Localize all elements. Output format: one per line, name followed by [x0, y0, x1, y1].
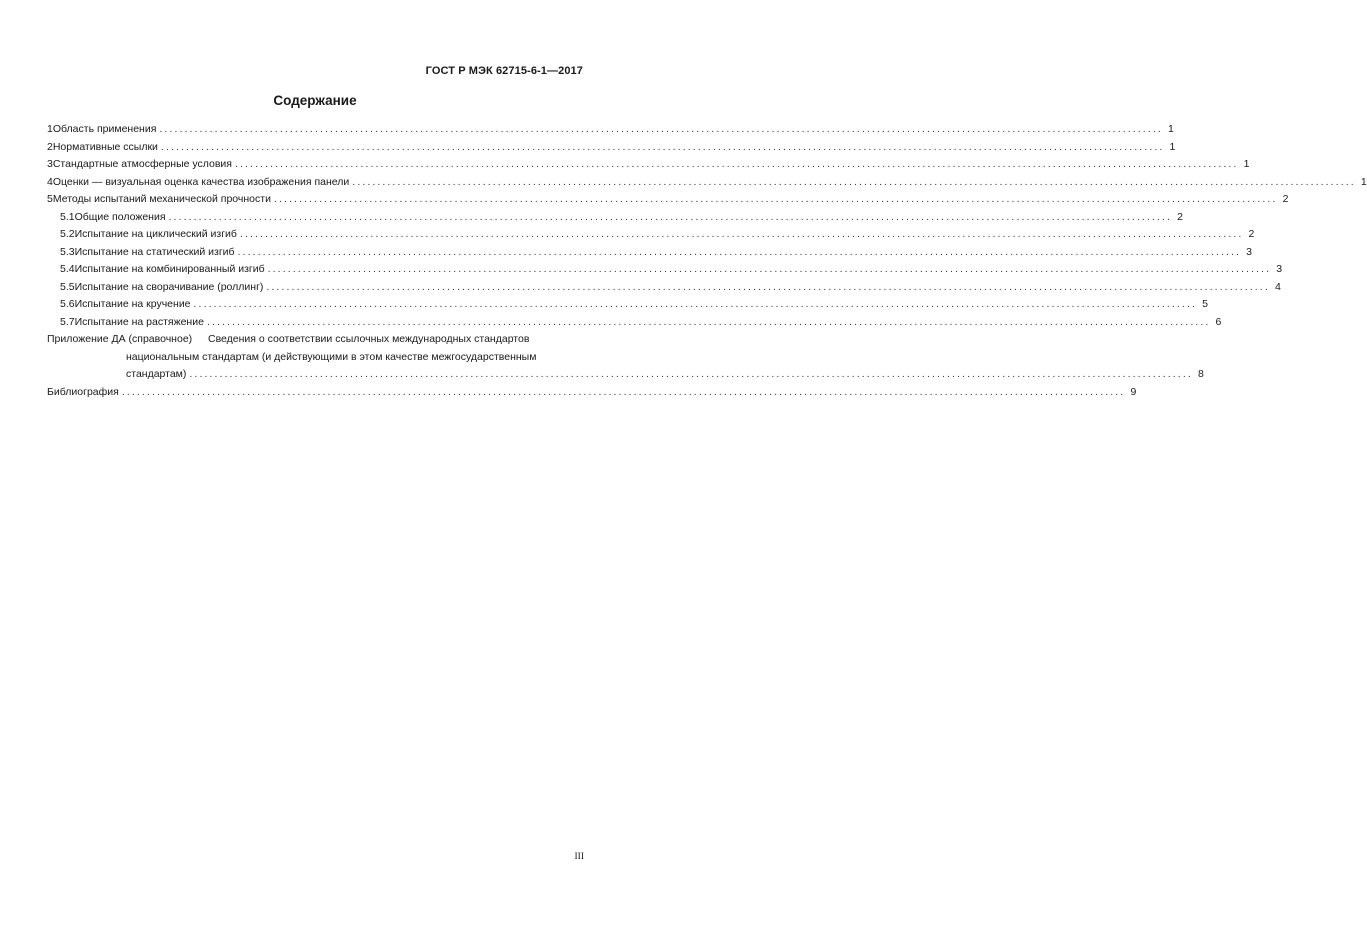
toc-entry-page: 1 [1360, 175, 1367, 188]
toc-entry-5-7 [47, 314, 1222, 332]
toc-entry-page: 5 [1202, 298, 1208, 310]
toc-entry-page: 1 [1168, 123, 1174, 135]
toc-leader-dots: ........................................................................................................................................................................................................ [206, 315, 1211, 328]
toc-entry-bibliography [47, 384, 1137, 402]
toc-entry-number: 5 [47, 193, 53, 205]
toc-entry-label: Методы испытаний механической прочности [52, 193, 271, 205]
document-code: ГОСТ Р МЭК 62715-6-1—2017 [425, 65, 583, 77]
toc-entry-label: Библиография [47, 385, 119, 398]
toc-entry-number: 1 [47, 123, 53, 135]
toc-leader-dots: ........................................................................................................................................................................................................ [239, 228, 1244, 240]
toc-entry-label: Испытание на растяжение [74, 315, 204, 328]
toc-leader-dots: ........................................................................................................................................................................................................ [159, 123, 1163, 135]
toc-leader-dots: ........................................................................................................................................................................................................ [267, 263, 1272, 275]
toc-entry-number: 5.5 [60, 280, 75, 293]
toc-entry-5-6 [47, 296, 1208, 314]
toc-entry-page: 9 [1130, 385, 1137, 398]
toc-entry-number: 5.4 [60, 263, 75, 275]
toc-leader-dots: ........................................................................................................................................................................................................ [273, 193, 1278, 205]
toc-entry-number: 2 [47, 140, 53, 153]
toc-entry-label: Испытание на статический изгиб [74, 245, 235, 258]
toc-entry-number: 3 [47, 158, 53, 170]
toc-entry-label: Общие положения [74, 210, 166, 223]
toc-entry-label: Оценки — визуальная оценка качества изображения панели [52, 175, 350, 188]
toc-entry-2 [47, 139, 1176, 157]
toc-entry-page: 4 [1275, 280, 1281, 293]
toc-entry-page: 6 [1215, 315, 1222, 328]
toc-entry-number: 5.7 [60, 315, 75, 328]
toc-title: Содержание [273, 93, 357, 108]
toc-entry-number: 5.3 [60, 245, 75, 258]
toc-entry-label: Испытание на кручение [74, 298, 191, 310]
toc-entry-page: 3 [1276, 263, 1283, 275]
toc-leader-dots: ........................................................................................................................................................................................................ [121, 385, 1126, 398]
toc-annex-last-line [47, 366, 1204, 384]
toc-entry-page: 1 [1169, 140, 1176, 153]
toc-entry-5-4 [47, 261, 1283, 279]
toc-entry-label: Стандартные атмосферные условия [52, 158, 232, 170]
annex-prefix: Приложение ДА (справочное) [47, 333, 193, 345]
toc-entry-page: 8 [1198, 368, 1204, 380]
toc-entry-page: 1 [1243, 158, 1250, 170]
table-of-contents [47, 121, 1367, 401]
toc-entry-label: Область применения [52, 123, 157, 135]
toc-entry-5-5 [47, 279, 1281, 297]
toc-leader-dots: ........................................................................................................................................................................................................ [193, 298, 1197, 310]
toc-entry-5-3 [47, 244, 1253, 262]
toc-entry-5-2 [47, 226, 1255, 244]
toc-entry-label: Испытание на циклический изгиб [74, 228, 237, 240]
toc-entry-4 [47, 174, 1367, 192]
toc-entry-number: 4 [47, 175, 53, 188]
toc-entry-label: Нормативные ссылки [52, 140, 158, 153]
toc-entry-5 [47, 191, 1289, 209]
toc-entry-number: 5.1 [60, 210, 75, 223]
toc-leader-dots: ........................................................................................................................................................................................................ [160, 140, 1165, 153]
toc-entry-page: 2 [1177, 210, 1183, 223]
toc-entry-3 [47, 156, 1250, 174]
toc-entry-label: Испытание на сворачивание (роллинг) [74, 280, 264, 293]
toc-entry-page: 3 [1246, 245, 1253, 258]
toc-leader-dots: ........................................................................................................................................................................................................ [266, 280, 1270, 293]
toc-leader-dots: ........................................................................................................................................................................................................ [352, 175, 1356, 188]
page-number: III [574, 852, 584, 862]
toc-annex-header [47, 331, 584, 349]
toc-entry-number: 5.6 [60, 298, 75, 310]
toc-entry-label: Испытание на комбинированный изгиб [74, 263, 265, 275]
toc-leader-dots: ........................................................................................................................................................................................................ [235, 158, 1239, 170]
toc-entry-5-1 [47, 209, 1183, 227]
toc-entry-page: 2 [1248, 228, 1255, 240]
annex-title-line-2: национальным стандартам (и действующими в этом качестве межгосударственным [126, 350, 537, 363]
toc-entry-page: 2 [1282, 193, 1289, 205]
toc-leader-dots: ........................................................................................................................................................................................................ [237, 245, 1242, 258]
toc-entry-number: 5.2 [60, 228, 75, 240]
annex-title-line-1: Сведения о соответствии ссылочных международных стандартов [208, 333, 530, 345]
annex-title-line-3: стандартам) [126, 368, 187, 380]
toc-leader-dots: ........................................................................................................................................................................................................ [189, 368, 1193, 380]
toc-entry-1 [47, 121, 1174, 139]
toc-leader-dots: ........................................................................................................................................................................................................ [168, 210, 1172, 223]
